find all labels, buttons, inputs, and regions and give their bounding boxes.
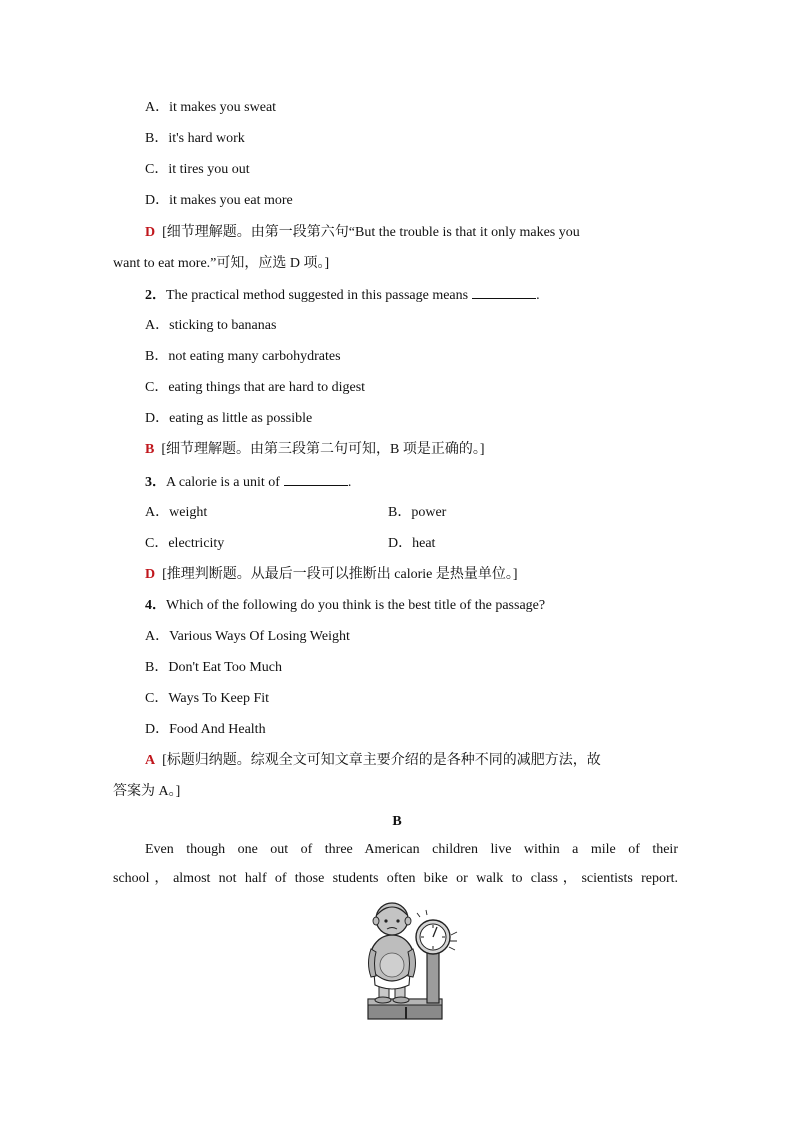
option-letter: C． (145, 536, 169, 551)
q3-stem (145, 473, 351, 492)
option-text: Food And Health (169, 722, 266, 737)
question-text: The practical method suggested in this passage means (166, 288, 469, 303)
option-text: Ways To Keep Fit (168, 691, 270, 706)
answer-blank (472, 286, 536, 299)
option-text: Various Ways Of Losing Weight (169, 629, 350, 644)
section-b-heading: B (392, 814, 402, 829)
section-b-paragraph-line1: Even though one out of three American children live within a mile of their (145, 842, 678, 857)
option-letter: A． (145, 629, 170, 644)
q4-answer-letter: A (145, 753, 156, 768)
q4-stem (145, 597, 545, 615)
option-letter: B． (145, 349, 169, 364)
option-text: sticking to bananas (169, 318, 277, 333)
answer-blank (284, 473, 348, 486)
q4-explanation-line2: 答案为 A。] (113, 784, 181, 799)
question-number: 2． (145, 288, 166, 303)
q1-answer-letter: D (145, 225, 156, 240)
question-text: A calorie is a unit of (166, 475, 280, 490)
q1-option-d (145, 192, 293, 210)
option-letter: C． (145, 380, 169, 395)
q3-explanation-text: [推理判断题。从最后一段可以推断出 calorie 是热量单位。] (162, 567, 518, 582)
option-text: eating things that are hard to digest (168, 380, 366, 395)
section-b-paragraph-line2: school，almost not half of those students often bike or walk to class，scientists report. (113, 871, 678, 886)
option-text: not eating many carbohydrates (168, 349, 341, 364)
option-text: Don't Eat Too Much (168, 660, 283, 675)
option-letter: A． (145, 318, 170, 333)
option-letter: D． (145, 193, 170, 208)
question-number: 4． (145, 598, 166, 613)
question-text: Which of the following do you think is the best title of the passage? (166, 598, 546, 613)
option-letter: D． (388, 536, 413, 551)
q3-option-d (388, 535, 435, 553)
q4-option-a (145, 628, 350, 646)
question-end: . (347, 475, 352, 490)
option-text: it makes you sweat (169, 100, 277, 115)
q3-option-c (145, 535, 224, 553)
q3-option-a (145, 504, 207, 522)
option-letter: B． (145, 660, 169, 675)
boy-on-scale-illustration (365, 897, 460, 1024)
q1-option-b (145, 130, 245, 148)
q2-option-c (145, 379, 365, 397)
q3-answer-letter: D (145, 567, 156, 582)
option-text: electricity (168, 536, 225, 551)
option-letter: C． (145, 162, 169, 177)
q1-explanation-text: [细节理解题。由第一段第六句“But the trouble is that it only makes you (162, 225, 580, 240)
question-number: 3． (145, 475, 166, 490)
q1-explanation-line1 (145, 224, 678, 242)
q4-explanation-text: [标题归纳题。综观全文可知文章主要介绍的是各种不同的减肥方法，故 (162, 753, 601, 768)
q2-answer-letter: B (145, 442, 155, 457)
option-letter: D． (145, 722, 170, 737)
q2-stem (145, 286, 540, 305)
option-letter: D． (145, 411, 170, 426)
option-text: it tires you out (168, 162, 250, 177)
q1-option-c (145, 161, 250, 179)
q2-option-d (145, 410, 312, 428)
option-text: power (411, 505, 447, 520)
q1-option-a (145, 99, 276, 117)
q4-option-b (145, 659, 282, 677)
option-letter: B． (145, 131, 169, 146)
option-text: it's hard work (168, 131, 245, 146)
option-text: eating as little as possible (169, 411, 313, 426)
q2-explanation-text: [细节理解题。由第三段第二句可知，B 项是正确的。] (161, 442, 485, 457)
q2-option-b (145, 348, 341, 366)
q2-option-a (145, 317, 276, 335)
q4-explanation-line1 (145, 752, 678, 770)
q4-option-c (145, 690, 269, 708)
option-letter: A． (145, 100, 170, 115)
q2-explanation (145, 441, 485, 459)
option-text: weight (169, 505, 208, 520)
option-letter: A． (145, 505, 170, 520)
q3-explanation (145, 566, 518, 584)
q1-explanation-line2: want to eat more.”可知，应选 D 项。] (113, 256, 330, 271)
option-text: it makes you eat more (169, 193, 293, 208)
option-letter: C． (145, 691, 169, 706)
q3-option-b (388, 504, 446, 522)
option-letter: B． (388, 505, 412, 520)
option-text: heat (412, 536, 436, 551)
question-end: . (536, 288, 540, 303)
q4-option-d (145, 721, 266, 739)
